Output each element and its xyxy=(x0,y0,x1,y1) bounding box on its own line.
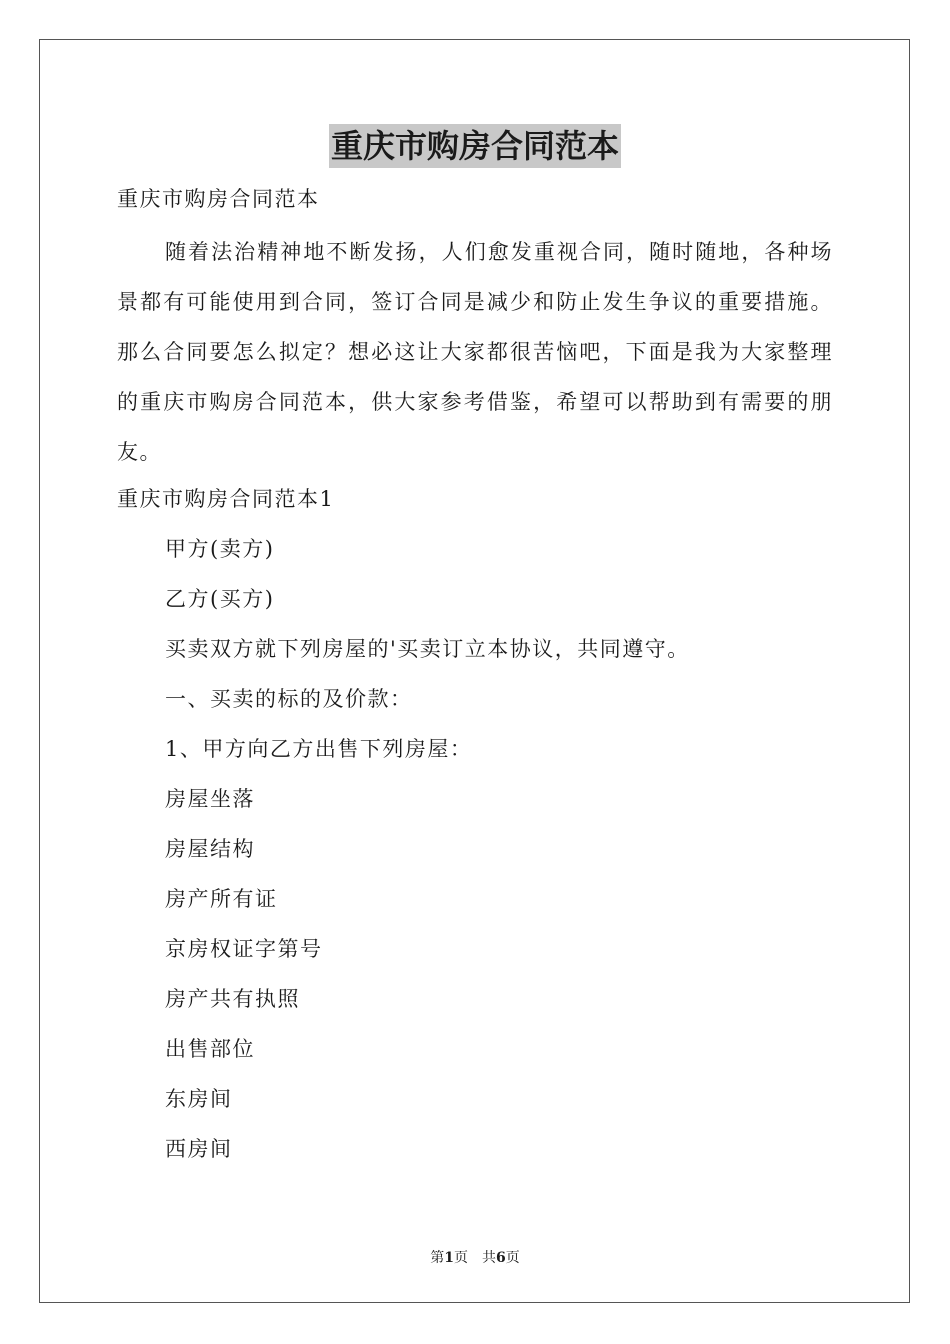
contract-line-clause-1: 一、买卖的标的及价款： xyxy=(165,687,413,711)
footer-prefix: 第 xyxy=(430,1250,445,1266)
footer-current-page: 1 xyxy=(444,1250,454,1266)
document-subtitle: 重庆市购房合同范本 xyxy=(117,187,320,211)
contract-line-co-ownership: 房产共有执照 xyxy=(165,987,300,1011)
contract-line-east-room: 东房间 xyxy=(165,1087,233,1111)
contract-line-agreement: 买卖双方就下列房屋的'买卖订立本协议，共同遵守。 xyxy=(165,637,690,661)
intro-paragraph: 随着法治精神地不断发扬，人们愈发重视合同，随时随地，各种场景都有可能使用到合同，签订合同是减少和防止发生争议的重要措施。那么合同要怎么拟定？想必这让大家都很苦恼吧，下面是我为大家整理的重庆市购房合同范本，供大家参考借鉴，希望可以帮助到有需要的朋友。 xyxy=(117,240,833,464)
contract-line-structure: 房屋结构 xyxy=(165,837,255,861)
title-container xyxy=(0,124,950,168)
contract-line-sale-part: 出售部位 xyxy=(165,1037,255,1061)
contract-line-cert-number: 京房权证字第号 xyxy=(165,937,323,961)
document-title: 重庆市购房合同范本 xyxy=(329,124,621,168)
contract-line-item-1: 1、甲方向乙方出售下列房屋： xyxy=(165,737,473,761)
section-heading: 重庆市购房合同范本1 xyxy=(117,487,335,511)
page-footer xyxy=(0,1247,950,1267)
footer-suffix: 页 xyxy=(505,1250,520,1266)
document-body xyxy=(117,177,833,1177)
contract-line-location: 房屋坐落 xyxy=(165,787,255,811)
contract-line-certificate: 房产所有证 xyxy=(165,887,278,911)
contract-line-party-b: 乙方(买方) xyxy=(165,587,275,611)
footer-total-pages: 6 xyxy=(496,1250,506,1266)
footer-middle: 页 共 xyxy=(454,1250,496,1266)
contract-line-party-a: 甲方(卖方) xyxy=(165,537,275,561)
contract-line-west-room: 西房间 xyxy=(165,1137,233,1161)
